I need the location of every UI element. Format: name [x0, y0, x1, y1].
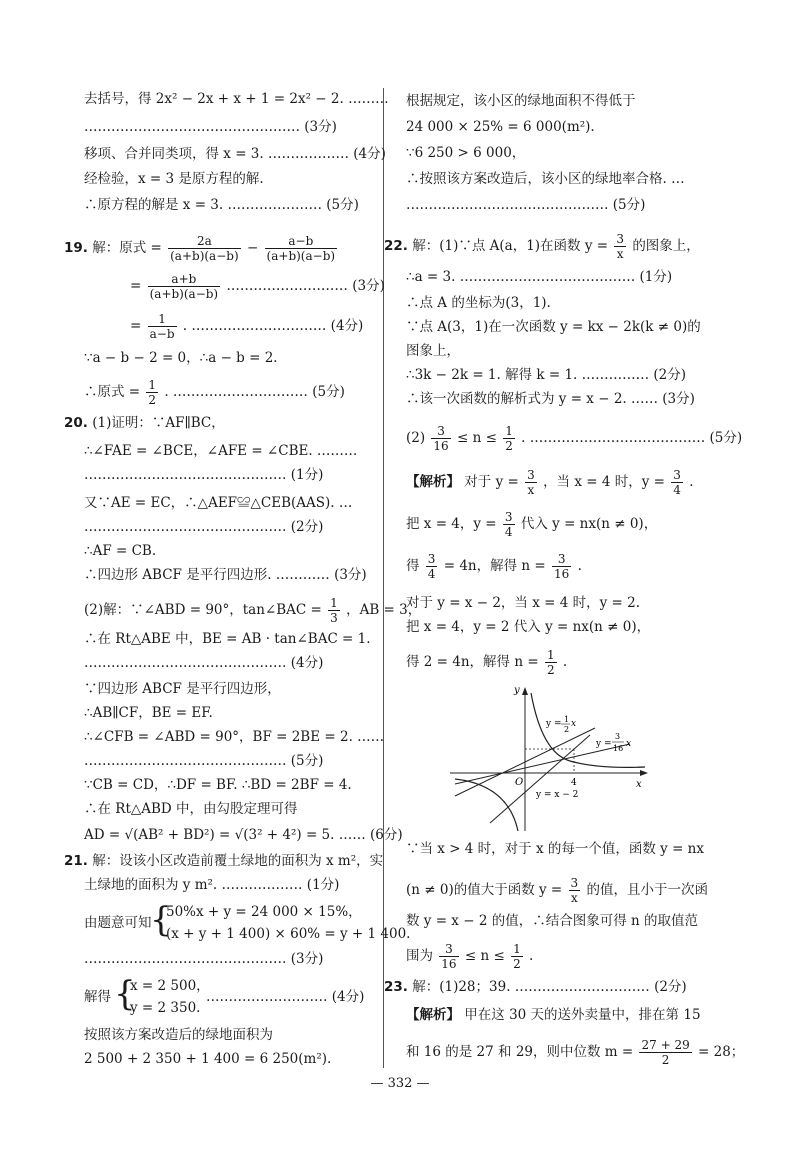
- analysis-label: 【解析】: [406, 474, 460, 490]
- text-line: ∴按照该方案改造后，该小区的绿地率合格. …: [406, 171, 685, 187]
- label-y-3-16-x: y =: [596, 739, 612, 749]
- text: 得: [406, 558, 420, 574]
- text: (2): [406, 430, 426, 446]
- label-y-half-x: [545, 719, 562, 729]
- text-line: ∴∠FAE = ∠BCE，∠AFE = ∠CBE. ………: [84, 443, 358, 459]
- denominator: x: [616, 247, 624, 261]
- text-line: ……………………………………… (1分): [84, 467, 324, 483]
- text-line: ∴该一次函数的解析式为 y = x − 2. …… (3分): [406, 391, 695, 407]
- fraction: [503, 510, 515, 539]
- text-line: 移项、合并同类项，得 x = 3. ……………… (4分): [84, 146, 386, 162]
- question-number: 23.: [384, 979, 408, 995]
- denominator: x: [527, 483, 535, 497]
- text-line: ∵四边形 ABCF 是平行四边形，: [84, 681, 281, 697]
- text: 解：(1)28；39. ………………………… (2分): [412, 979, 687, 995]
- text: 解：设该小区改造前覆土绿地的面积为 x m²，实: [92, 853, 384, 869]
- half-denominator: 2: [564, 725, 570, 734]
- question-23: [384, 978, 687, 996]
- numerator: 3: [504, 510, 513, 524]
- fraction: [146, 378, 158, 407]
- text-line: ……………………………………… (2分): [84, 519, 324, 535]
- numerator: 3: [439, 942, 458, 957]
- denominator: 16: [441, 957, 457, 971]
- fraction: [148, 312, 177, 341]
- numerator: a+b: [148, 272, 221, 287]
- text-line: [130, 272, 385, 301]
- n316-denominator: 16: [613, 744, 624, 753]
- text-line: ∵6 250 > 6 000，: [406, 145, 526, 161]
- fraction: [545, 648, 557, 677]
- text-line: [406, 510, 657, 539]
- x-axis-label: x: [636, 779, 642, 790]
- text: ≤ n ≤: [464, 948, 505, 964]
- text-line: (x + y + 1 400) × 60% = y + 1 400.: [166, 926, 411, 942]
- fraction: [525, 468, 537, 497]
- text-line: 又∵AE = EC，∴△AEF≌△CEB(AAS). …: [84, 495, 353, 511]
- denominator: a−b: [149, 327, 175, 341]
- text-line: ……………………………………… (4分): [84, 655, 324, 671]
- text: = 4n，解得 n =: [443, 558, 546, 574]
- denominator: (a+b)(a−b): [149, 287, 219, 301]
- text-line: ∴在 Rt△ABE 中，BE = AB · tan∠BAC = 1.: [84, 631, 371, 647]
- text: (n ≠ 0)的值大于函数 y =: [406, 882, 563, 898]
- text-line: ……………………………………… (3分): [84, 951, 324, 967]
- fraction: [328, 596, 340, 625]
- y-axis-arrow: [522, 687, 528, 695]
- text-line: ∴四边形 ABCF 是平行四边形. ………… (3分): [84, 567, 367, 583]
- numerator: 1: [513, 942, 521, 956]
- numerator: 3: [570, 876, 579, 890]
- numerator: 3: [431, 424, 450, 439]
- denominator: 2: [505, 439, 513, 453]
- text: . ………………………… (4分): [182, 318, 364, 334]
- numerator: 3: [673, 468, 681, 482]
- numerator: 1: [546, 648, 555, 662]
- n316-numerator: 3: [615, 732, 621, 741]
- fraction: [503, 424, 515, 453]
- y-axis-label: y: [514, 685, 520, 696]
- text-line: 24 000 × 25% = 6 000(m²).: [406, 119, 595, 135]
- text-line: [406, 468, 694, 497]
- numerator: 1: [148, 378, 157, 392]
- numerator: 1: [330, 596, 338, 610]
- text-line: [406, 876, 708, 905]
- half-numerator: 1: [564, 715, 570, 724]
- text: 对于 y =: [464, 474, 519, 490]
- fraction: [431, 424, 450, 453]
- line-y-3-16-x: [455, 744, 630, 784]
- fraction: [569, 876, 581, 905]
- brace: {: [114, 974, 136, 1014]
- fraction: [168, 234, 241, 263]
- denominator: 2: [148, 393, 157, 407]
- denominator: 4: [427, 567, 436, 581]
- denominator: x: [570, 891, 578, 905]
- question-22: [384, 232, 700, 261]
- numerator: 27 + 29: [641, 1038, 690, 1052]
- text: . ………………………… (5分): [164, 384, 345, 400]
- text-line: ∴∠CFB = ∠ABD = 90°，BF = 2BE = 2. ……: [84, 729, 385, 745]
- question-number: 21.: [64, 853, 88, 869]
- text: 把 x = 4，y =: [406, 516, 497, 532]
- text-line: 去括号，得 2x² − 2x + x + 1 = 2x² − 2. ………: [84, 91, 389, 107]
- fraction: [439, 942, 458, 971]
- text: . ………………………………… (5分): [521, 430, 743, 446]
- text: ∴原式 =: [84, 384, 141, 400]
- function-graph: [450, 683, 650, 833]
- question-number: 19.: [64, 240, 88, 256]
- text-line: 由题意可知: [84, 915, 152, 931]
- analysis-label: 【解析】: [406, 1007, 460, 1023]
- text-line: [84, 596, 421, 625]
- denominator: 4: [673, 483, 681, 497]
- text-line: 解得: [84, 989, 111, 1005]
- text-line: ∴AF = CB.: [84, 543, 157, 559]
- text-line: 图象上，: [406, 343, 460, 359]
- text-line: ∵点 A(3，1)在一次函数 y = kx − 2k(k ≠ 0)的: [406, 319, 701, 335]
- fraction: [426, 552, 438, 581]
- label-y-x-minus-2: y = x − 2: [536, 790, 579, 800]
- denominator: (a+b)(a−b): [266, 249, 336, 263]
- text: = 28；: [698, 1044, 745, 1060]
- question-19: [64, 234, 339, 263]
- text-line: 按照该方案改造后的绿地面积为: [84, 1027, 273, 1043]
- text-line: AD = √(AB² + BD²) = √(3² + 4²) = 5. …… (6分): [84, 827, 403, 843]
- text-line: 根据规定，该小区的绿地面积不得低于: [406, 93, 636, 109]
- text-line: 经检验，x = 3 是原方程的解.: [84, 171, 264, 187]
- text-line: ∵当 x > 4 时，对于 x 的每一个值，函数 y = nx: [406, 841, 704, 857]
- text-line: y = 2 350.: [130, 1000, 201, 1016]
- text-line: ∴原方程的解是 x = 3. ………………… (5分): [84, 197, 359, 213]
- text: 的图象上，: [632, 238, 700, 254]
- text-line: ∵CB = CD，∴DF = BF. ∴BD = 2BF = 4.: [84, 777, 352, 793]
- text: −: [246, 240, 259, 256]
- x-axis-arrow: [640, 770, 648, 776]
- fraction: [511, 942, 523, 971]
- text-line: ∴3k − 2k = 1. 解得 k = 1. …………… (2分): [406, 367, 687, 383]
- text-line: [406, 648, 567, 677]
- text: .: [562, 654, 568, 670]
- fraction: [614, 232, 626, 261]
- numerator: 2a: [168, 234, 241, 249]
- text-line: ……………………………………… (5分): [406, 197, 646, 213]
- numerator: 3: [552, 552, 571, 567]
- fraction: [265, 234, 338, 263]
- numerator: 1: [505, 424, 513, 438]
- text-line: ∴a = 3. ………………………………… (1分): [406, 269, 673, 285]
- question-number: 20.: [64, 415, 88, 431]
- tick-4-label: 4: [571, 778, 577, 788]
- text-line: 把 x = 4，y = 2 代入 y = nx(n ≠ 0)，: [406, 619, 651, 635]
- denominator: 3: [330, 611, 338, 625]
- text: ……………………… (3分): [226, 278, 385, 294]
- denominator: 2: [546, 663, 555, 677]
- text: =: [130, 318, 142, 334]
- text-line: [130, 312, 363, 341]
- text: 解：(1)∵点 A(a，1)在函数 y =: [412, 238, 609, 254]
- denominator: 16: [433, 439, 449, 453]
- text-line: 50%x + y = 24 000 × 15%，: [166, 904, 362, 920]
- text: (1)证明：∵AF∥BC，: [92, 415, 225, 431]
- half-x: x: [571, 719, 577, 729]
- text-line: [406, 424, 742, 453]
- text-line: 对于 y = x − 2，当 x = 4 时，y = 2.: [406, 595, 640, 611]
- denominator: (a+b)(a−b): [170, 249, 239, 263]
- fraction: [148, 272, 221, 301]
- text-line: ∵a − b − 2 = 0，∴a − b = 2.: [84, 350, 278, 366]
- text: ≤ n ≤: [457, 430, 497, 446]
- text: 的值，且小于一次函: [586, 882, 708, 898]
- text: (2)解：∵∠ABD = 90°，tan∠BAC =: [84, 602, 322, 618]
- text-line: ∴AB∥CF，BE = EF.: [84, 705, 213, 721]
- text: 围为: [406, 948, 433, 964]
- numerator: 3: [427, 552, 436, 566]
- text-line: 数 y = x − 2 的值，∴结合图象可得 n 的取值范: [406, 913, 698, 929]
- text: ，AB = 3，: [346, 602, 422, 618]
- text-line: ……………………………………… (5分): [84, 753, 324, 769]
- text-line: x = 2 500，: [130, 978, 210, 994]
- text: 解：原式 =: [92, 240, 162, 256]
- hyperbola-branch-1: [531, 693, 645, 767]
- brace: {: [150, 900, 172, 940]
- text: .: [689, 474, 694, 490]
- denominator: 4: [504, 525, 513, 539]
- text: .: [529, 948, 534, 964]
- numerator: 3: [527, 468, 535, 482]
- denominator: 16: [554, 567, 570, 581]
- text: y =: [546, 719, 562, 729]
- text: .: [577, 558, 582, 574]
- hyperbola-branch-3: [455, 779, 518, 831]
- text-line: ……………………… (4分): [206, 989, 365, 1005]
- fraction: [552, 552, 571, 581]
- text: =: [130, 278, 142, 294]
- text-line: [406, 1038, 744, 1067]
- numerator: 1: [148, 312, 177, 327]
- question-21: [64, 852, 383, 870]
- text-line: ∴点 A 的坐标为(3，1).: [406, 295, 551, 311]
- text-line: ………………………………………… (3分): [84, 119, 337, 135]
- text-line: 2 500 + 2 350 + 1 400 = 6 250(m²).: [84, 1051, 332, 1067]
- text-line: [406, 942, 533, 971]
- text: 得 2 = 4n，解得 n =: [406, 654, 539, 670]
- numerator: a−b: [265, 234, 338, 249]
- denominator: 2: [661, 1053, 670, 1067]
- text: 代入 y = nx(n ≠ 0)，: [520, 516, 658, 532]
- text: 甲在这 30 天的送外卖量中，排在第 15: [464, 1007, 701, 1023]
- text-line: [84, 378, 345, 407]
- question-20: [64, 414, 225, 432]
- text-line: [406, 552, 582, 581]
- denominator: 2: [513, 957, 521, 971]
- question-number: 22.: [384, 238, 408, 254]
- text-line: ∴在 Rt△ABD 中，由勾股定理可得: [84, 801, 298, 817]
- fraction: [639, 1038, 691, 1067]
- text-line: 土绿地的面积为 y m². ……………… (1分): [84, 877, 340, 893]
- n316-x: x: [626, 739, 632, 749]
- numerator: 3: [616, 232, 625, 246]
- text: 和 16 的是 27 和 29，则中位数 m =: [406, 1044, 634, 1060]
- text: ，当 x = 4 时，y =: [543, 474, 665, 490]
- origin-label: O: [515, 777, 524, 788]
- fraction: [671, 468, 683, 497]
- text-line: [406, 1006, 701, 1024]
- page-number: — 332 —: [370, 1076, 430, 1091]
